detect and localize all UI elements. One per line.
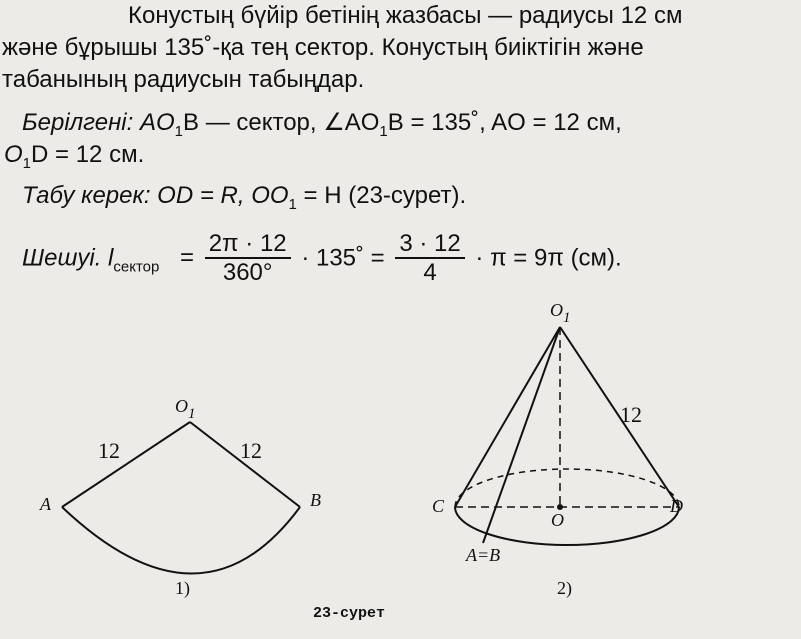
cone-figure xyxy=(455,327,679,545)
cone-generatrix xyxy=(483,327,560,543)
solution-mult: · 135˚ = xyxy=(301,244,385,272)
label-o: O xyxy=(551,510,564,530)
figure-caption: 23-сурет xyxy=(313,605,386,622)
given-a: AO xyxy=(139,109,175,136)
sector-arc xyxy=(62,507,300,574)
label-side-length: 12 xyxy=(620,402,642,427)
solution-l-sub: сектор xyxy=(113,258,160,276)
problem-line-1: Конустың бүйір бетінің жазбасы — радиусы 12 см xyxy=(128,2,683,29)
solution-l: l xyxy=(108,244,114,272)
label-c: C xyxy=(432,496,445,516)
label-left-length: 12 xyxy=(98,438,120,463)
fraction-2-denominator: 4 xyxy=(423,259,437,286)
given-c: B = 135˚, AO = 12 см, xyxy=(387,109,622,136)
find-text-2: = H (23-сурет). xyxy=(296,182,467,209)
label-o1-sector: $O_1$ xyxy=(175,396,196,422)
figure-2-number: 2) xyxy=(557,578,572,598)
problem-line-3: табанының радиусын табыңдар. xyxy=(2,66,365,93)
cone-side-left xyxy=(455,327,560,507)
label-o1-cone: $O_1$ xyxy=(550,300,571,326)
label-b: B xyxy=(310,490,321,510)
sector-radius-right xyxy=(190,422,300,507)
given-sub-3: 1 xyxy=(22,155,32,172)
find-label: Табу керек: xyxy=(22,182,151,209)
sector-radius-left xyxy=(62,422,190,507)
given-b: B — сектор, ∠AO xyxy=(183,109,380,136)
solution-eq: = xyxy=(180,244,195,272)
find-sub: 1 xyxy=(288,196,297,213)
fraction-1-numerator: 2π · 12 xyxy=(205,231,291,259)
given-sub-1: 1 xyxy=(174,123,184,140)
solution-label: Шешуі. xyxy=(22,244,102,272)
given-d: O xyxy=(4,141,23,168)
given-sub-2: 1 xyxy=(379,123,388,140)
fraction-2-numerator: 3 · 12 xyxy=(395,231,464,259)
given-e: D = 12 см. xyxy=(31,141,145,168)
label-right-length: 12 xyxy=(240,438,262,463)
fraction-1-denominator: 360° xyxy=(222,259,273,286)
figure-1-number: 1) xyxy=(175,578,190,598)
problem-line-2: және бұрышы 135˚-қа тең сектор. Конустың биіктігін және xyxy=(2,34,644,61)
base-back-ellipse xyxy=(455,469,679,507)
label-d: D xyxy=(670,496,683,516)
solution-result: · π = 9π (см). xyxy=(475,244,622,272)
label-a-equals-b: A=B xyxy=(466,545,501,565)
find-text: OD = R, OO xyxy=(157,182,289,209)
label-a: A xyxy=(40,494,51,514)
given-label: Берілгені: xyxy=(22,109,134,136)
